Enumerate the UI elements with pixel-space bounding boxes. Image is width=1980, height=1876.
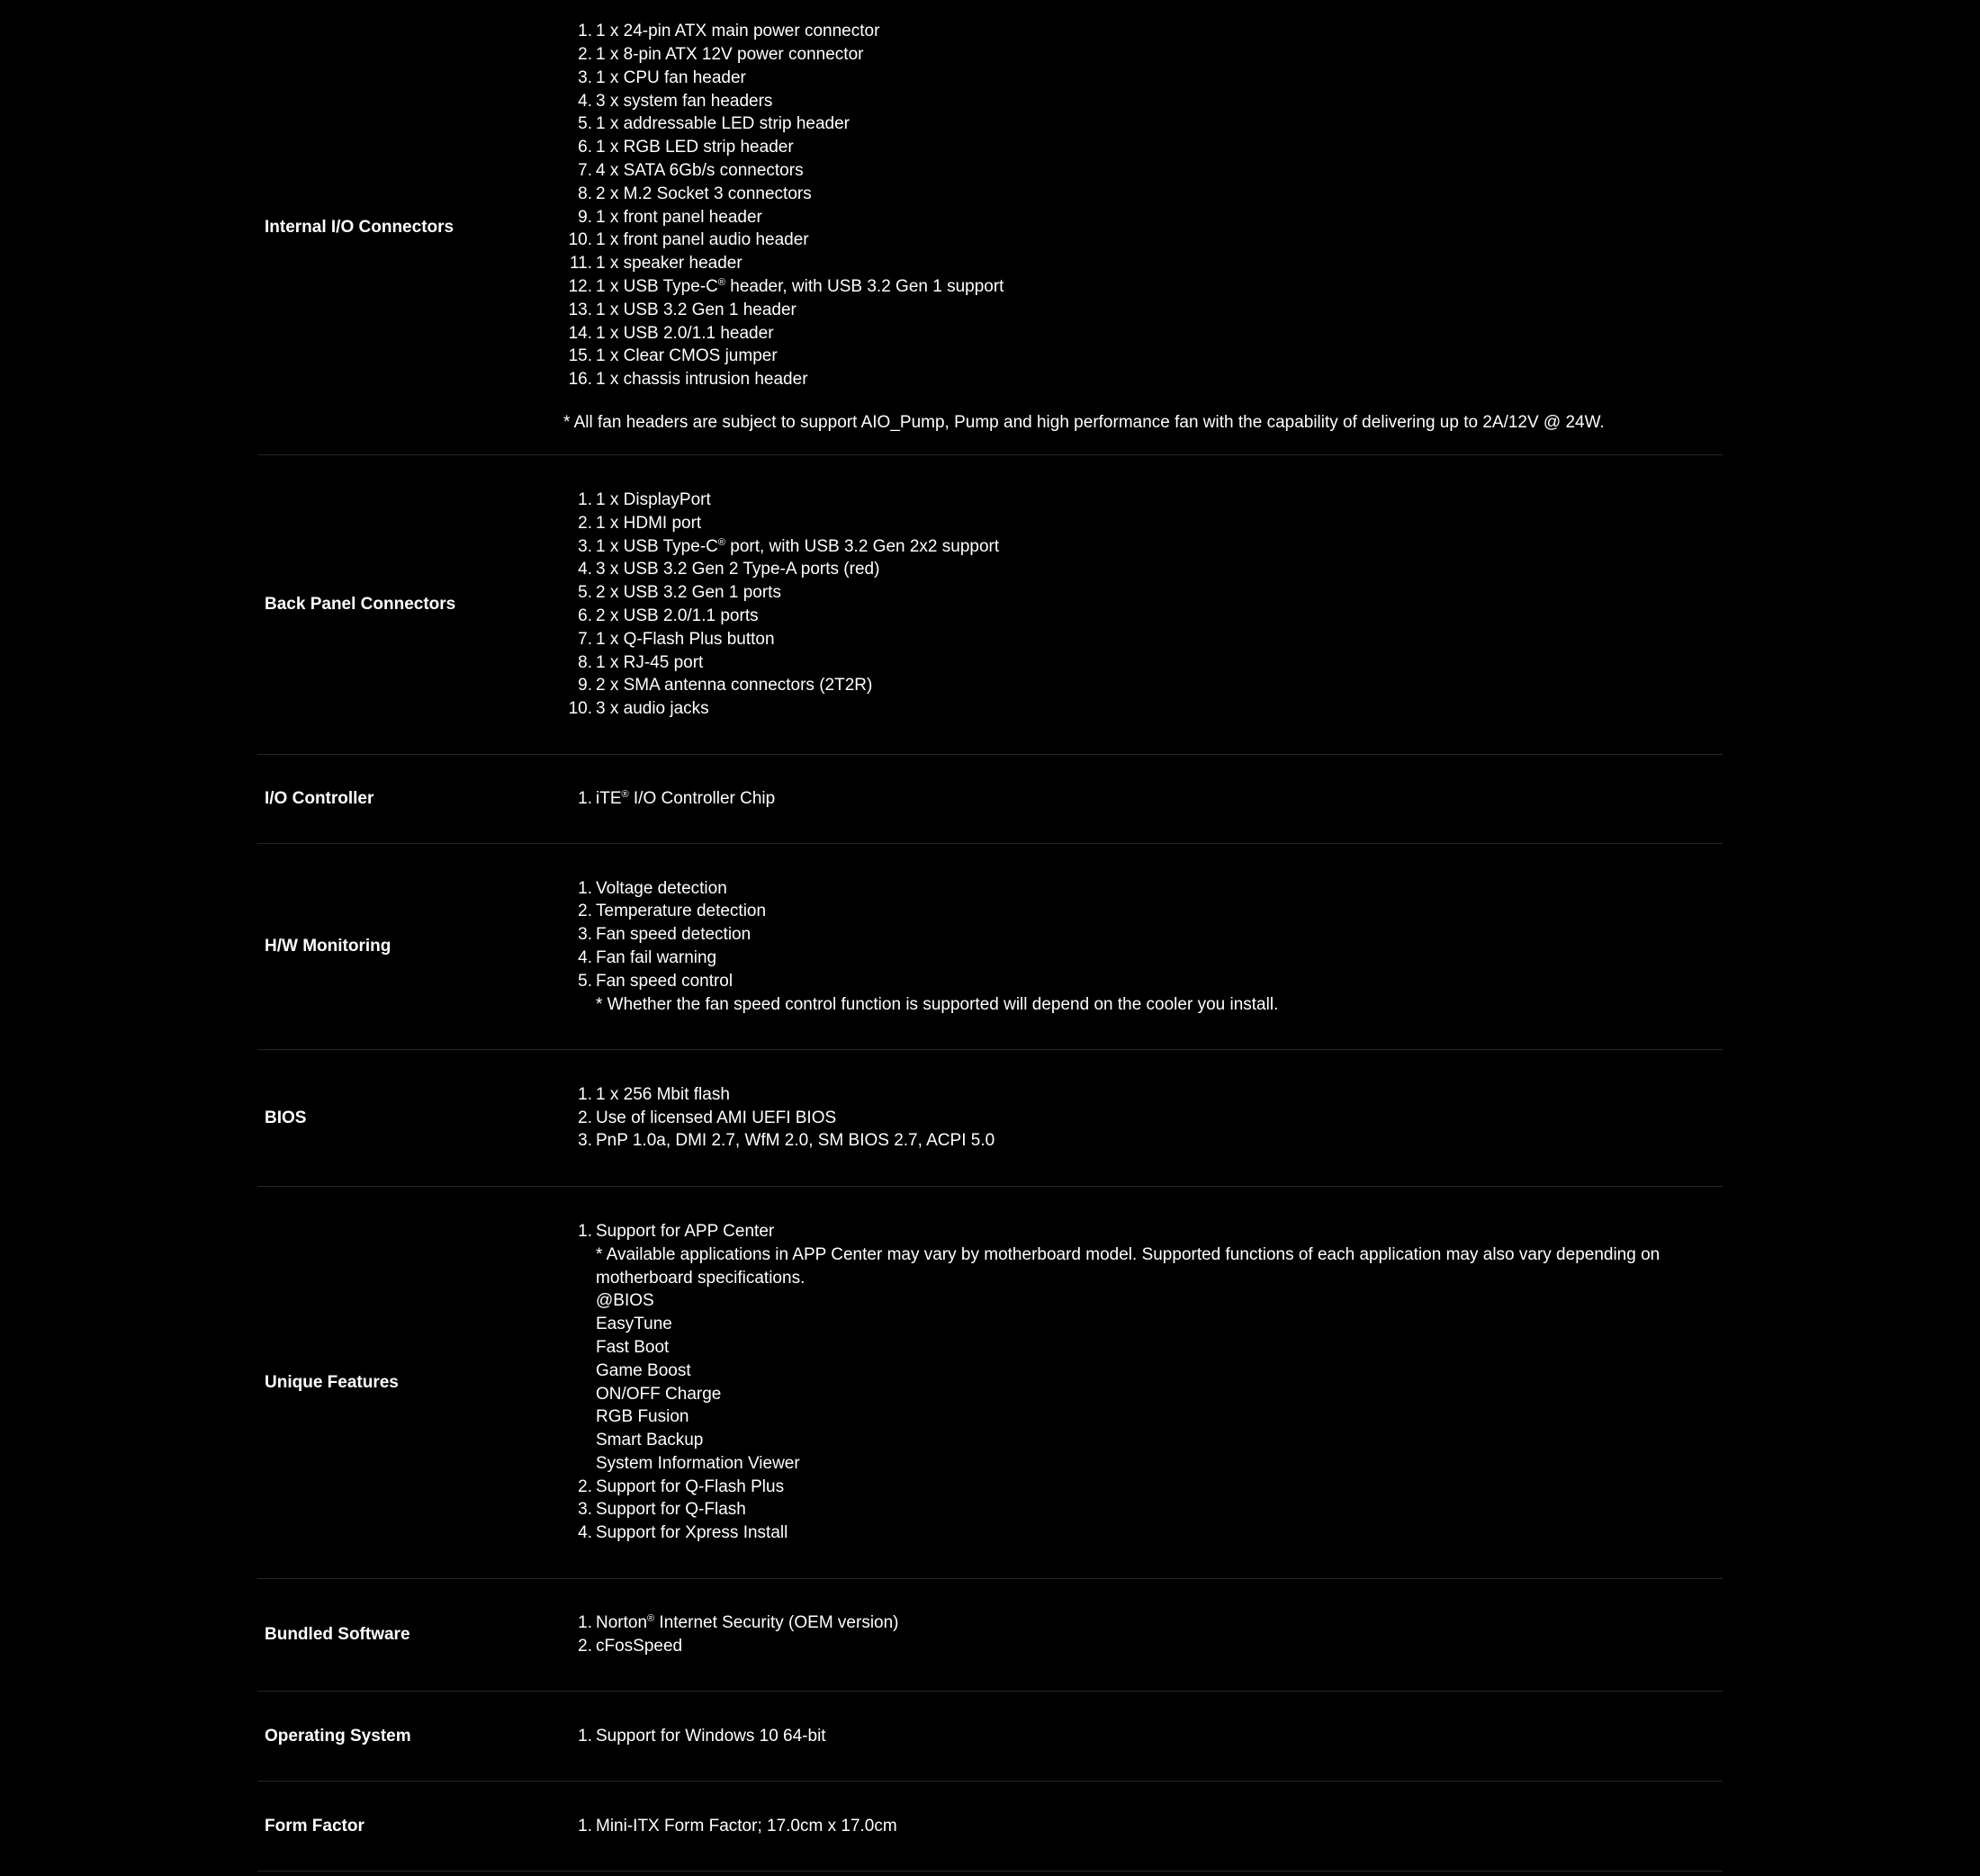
list-item — [257, 1635, 1723, 1658]
spec-list — [563, 20, 1723, 391]
spec-list — [563, 1220, 1723, 1545]
item-number: 4. — [578, 1523, 592, 1543]
spec-label: Bundled Software — [265, 1625, 410, 1644]
item-text: Fan speed detection — [596, 925, 752, 945]
item-subline: EasyTune — [596, 1315, 672, 1334]
item-number: 1. — [578, 490, 592, 510]
list-item — [257, 512, 1723, 535]
item-text: 1 x RJ-45 port — [596, 652, 704, 672]
item-text: 1 x RGB LED strip header — [596, 138, 794, 157]
spec-value — [563, 1220, 1723, 1545]
list-item — [257, 275, 1723, 299]
item-text: 1 x addressable LED strip header — [596, 114, 850, 134]
item-number: 1. — [578, 789, 592, 809]
list-item — [257, 229, 1723, 252]
list-item — [257, 252, 1723, 275]
item-text: Voltage detection — [596, 878, 727, 898]
spec-row-internal-io — [257, 0, 1723, 455]
item-text: Support for Windows 10 64-bit — [596, 1726, 826, 1746]
spec-list — [563, 1611, 1723, 1658]
spec-label: Back Panel Connectors — [265, 595, 456, 614]
list-item — [257, 787, 1723, 811]
spec-label: Form Factor — [265, 1816, 364, 1836]
item-text: 1 x USB Type-C — [596, 536, 718, 556]
footnote: * All fan headers are subject to support AIO_Pump, Pump and high performance fan with the capability of delivering up to 2A/12V @ 24W. — [563, 412, 1605, 432]
list-item — [257, 299, 1723, 322]
item-number: 12. — [568, 276, 592, 296]
item-number: 9. — [578, 207, 592, 227]
spec-label: Internal I/O Connectors — [265, 217, 454, 237]
list-item — [257, 900, 1723, 923]
spec-list — [563, 877, 1723, 1017]
list-item — [257, 877, 1723, 901]
item-number: 5. — [578, 114, 592, 134]
item-text: 1 x front panel header — [596, 207, 762, 227]
item-number: 6. — [578, 606, 592, 625]
item-text: Support for Q-Flash — [596, 1500, 746, 1520]
spec-list — [563, 787, 1723, 811]
list-item — [257, 90, 1723, 113]
registered-mark: ® — [647, 1613, 655, 1625]
spec-label: Unique Features — [265, 1372, 399, 1392]
item-text: 1 x 24-pin ATX main power connector — [596, 22, 880, 41]
item-number: 4. — [578, 948, 592, 967]
registered-mark: ® — [717, 276, 725, 288]
item-subline: Smart Backup — [596, 1431, 704, 1450]
item-subline: ON/OFF Charge — [596, 1384, 722, 1404]
spec-label: I/O Controller — [265, 789, 374, 808]
item-text: 1 x Q-Flash Plus button — [596, 629, 775, 649]
item-number: 10. — [568, 230, 592, 250]
item-text: 1 x HDMI port — [596, 513, 702, 533]
item-text-after: header, with USB 3.2 Gen 1 support — [724, 276, 1004, 296]
item-number: 3. — [578, 67, 592, 87]
list-item — [257, 558, 1723, 581]
item-number: 1. — [578, 1816, 592, 1836]
list-item — [257, 947, 1723, 970]
item-text: Support for Q-Flash Plus — [596, 1477, 785, 1496]
item-text: 2 x USB 3.2 Gen 1 ports — [596, 583, 781, 603]
item-text: 2 x M.2 Socket 3 connectors — [596, 184, 812, 203]
list-item — [257, 206, 1723, 229]
item-number: 14. — [568, 323, 592, 343]
list-item — [257, 674, 1723, 697]
item-number: 2. — [578, 513, 592, 533]
item-number: 8. — [578, 184, 592, 203]
list-item — [257, 1107, 1723, 1130]
item-number: 2. — [578, 1637, 592, 1656]
list-item — [257, 322, 1723, 346]
item-subline: System Information Viewer — [596, 1453, 800, 1473]
list-item — [257, 1083, 1723, 1107]
list-item — [257, 1498, 1723, 1521]
spec-row-form-factor — [257, 1782, 1723, 1872]
spec-row-bios — [257, 1050, 1723, 1187]
item-text: 3 x audio jacks — [596, 699, 709, 719]
spec-list — [563, 1815, 1723, 1838]
list-item — [257, 1815, 1723, 1838]
item-number: 1. — [578, 1613, 592, 1633]
item-text: Fan fail warning — [596, 948, 717, 967]
item-text: Use of licensed AMI UEFI BIOS — [596, 1108, 837, 1127]
list-item — [257, 970, 1723, 993]
item-text-after: Internet Security (OEM version) — [654, 1613, 899, 1633]
spec-label: H/W Monitoring — [265, 937, 392, 956]
item-number: 3. — [578, 925, 592, 945]
list-item — [257, 1611, 1723, 1635]
item-text-after: port, with USB 3.2 Gen 2x2 support — [724, 536, 1000, 556]
spec-list — [563, 1083, 1723, 1153]
item-text: Mini-ITX Form Factor; 17.0cm x 17.0cm — [596, 1816, 897, 1836]
item-number: 16. — [568, 370, 592, 390]
list-item — [257, 20, 1723, 43]
item-text: 1 x CPU fan header — [596, 67, 746, 87]
spec-table — [257, 0, 1723, 1872]
spec-value — [563, 1083, 1723, 1153]
list-item — [257, 112, 1723, 136]
item-number: 2. — [578, 902, 592, 921]
list-item — [257, 581, 1723, 605]
item-text: 1 x speaker header — [596, 254, 742, 274]
item-text: 1 x USB 2.0/1.1 header — [596, 323, 774, 343]
item-text-after: I/O Controller Chip — [628, 789, 776, 809]
list-item — [257, 605, 1723, 628]
item-number: 2. — [578, 45, 592, 65]
item-number: 1. — [578, 22, 592, 41]
spec-label: Operating System — [265, 1726, 411, 1746]
list-item — [257, 67, 1723, 90]
item-text: 1 x front panel audio header — [596, 230, 809, 250]
registered-mark: ® — [621, 789, 629, 801]
item-text: 1 x DisplayPort — [596, 490, 711, 510]
item-number: 2. — [578, 1108, 592, 1127]
item-subline: * Whether the fan speed control function is supported will depend on the cooler you install. — [596, 994, 1279, 1014]
spec-row-bundled-software — [257, 1579, 1723, 1692]
item-number: 1. — [578, 1221, 592, 1241]
item-number: 1. — [578, 1726, 592, 1746]
item-number: 15. — [568, 346, 592, 366]
item-number: 3. — [578, 1131, 592, 1151]
item-text: 4 x SATA 6Gb/s connectors — [596, 161, 804, 180]
item-text: 3 x system fan headers — [596, 91, 773, 111]
list-item — [257, 697, 1723, 721]
list-item — [257, 489, 1723, 512]
list-item — [257, 136, 1723, 159]
item-text: Temperature detection — [596, 902, 767, 921]
item-text: 1 x 256 Mbit flash — [596, 1084, 730, 1104]
list-item — [257, 535, 1723, 559]
spec-list — [563, 1725, 1723, 1748]
item-number: 4. — [578, 560, 592, 579]
list-item — [257, 1129, 1723, 1153]
item-text: 2 x USB 2.0/1.1 ports — [596, 606, 759, 625]
spec-value — [563, 1725, 1723, 1748]
spec-value — [563, 489, 1723, 721]
list-item — [257, 923, 1723, 947]
list-item — [257, 1476, 1723, 1499]
item-text: Support for Xpress Install — [596, 1523, 788, 1543]
list-item — [257, 368, 1723, 391]
list-item — [257, 345, 1723, 368]
item-number: 1. — [578, 878, 592, 898]
list-item — [257, 183, 1723, 206]
list-item — [257, 628, 1723, 651]
item-number: 5. — [578, 583, 592, 603]
item-number: 8. — [578, 652, 592, 672]
spec-value — [563, 1611, 1723, 1658]
spec-value — [563, 877, 1723, 1017]
item-number: 10. — [568, 699, 592, 719]
item-text: 1 x chassis intrusion header — [596, 370, 808, 390]
item-text: 1 x USB Type-C — [596, 276, 718, 296]
item-number: 7. — [578, 629, 592, 649]
item-number: 5. — [578, 971, 592, 991]
item-number: 3. — [578, 536, 592, 556]
spec-row-hw-monitoring — [257, 844, 1723, 1050]
spec-row-back-panel — [257, 455, 1723, 755]
item-number: 1. — [578, 1084, 592, 1104]
spec-row-operating-system — [257, 1692, 1723, 1782]
item-number: 4. — [578, 91, 592, 111]
list-item — [257, 651, 1723, 675]
list-item — [257, 159, 1723, 183]
item-text: Fan speed control — [596, 971, 734, 991]
item-number: 13. — [568, 300, 592, 319]
item-subline: * Available applications in APP Center may vary by motherboard model. Supported functions of each application may also vary depending on motherboard specifications. — [596, 1244, 1660, 1288]
spec-label: BIOS — [265, 1108, 307, 1127]
list-item — [257, 1220, 1723, 1243]
spec-list — [563, 489, 1723, 721]
item-number: 2. — [578, 1477, 592, 1496]
registered-mark: ® — [717, 536, 725, 548]
item-subline: Fast Boot — [596, 1337, 670, 1357]
item-number: 6. — [578, 138, 592, 157]
item-text: PnP 1.0a, DMI 2.7, WfM 2.0, SM BIOS 2.7, ACPI 5.0 — [596, 1131, 995, 1151]
spec-row-unique-features — [257, 1187, 1723, 1579]
spec-value — [563, 787, 1723, 811]
item-subline: RGB Fusion — [596, 1407, 689, 1427]
item-text: cFosSpeed — [596, 1637, 683, 1656]
list-item — [257, 1725, 1723, 1748]
spec-row-io-controller — [257, 755, 1723, 844]
item-subline: @BIOS — [596, 1291, 654, 1311]
item-subline: Game Boost — [596, 1360, 691, 1380]
item-text: 1 x USB 3.2 Gen 1 header — [596, 300, 796, 319]
list-item — [257, 1521, 1723, 1545]
item-text: 3 x USB 3.2 Gen 2 Type-A ports (red) — [596, 560, 880, 579]
item-text: 1 x 8-pin ATX 12V power connector — [596, 45, 864, 65]
item-text: iTE — [596, 789, 622, 809]
item-text: 1 x Clear CMOS jumper — [596, 346, 778, 366]
item-text: 2 x SMA antenna connectors (2T2R) — [596, 676, 873, 696]
item-text: Support for APP Center — [596, 1221, 775, 1241]
spec-value — [563, 1815, 1723, 1838]
item-number: 3. — [578, 1500, 592, 1520]
item-number: 7. — [578, 161, 592, 180]
item-number: 9. — [578, 676, 592, 696]
list-item — [257, 43, 1723, 67]
item-text: Norton — [596, 1613, 648, 1633]
spec-value — [563, 20, 1723, 435]
item-number: 11. — [569, 254, 592, 274]
